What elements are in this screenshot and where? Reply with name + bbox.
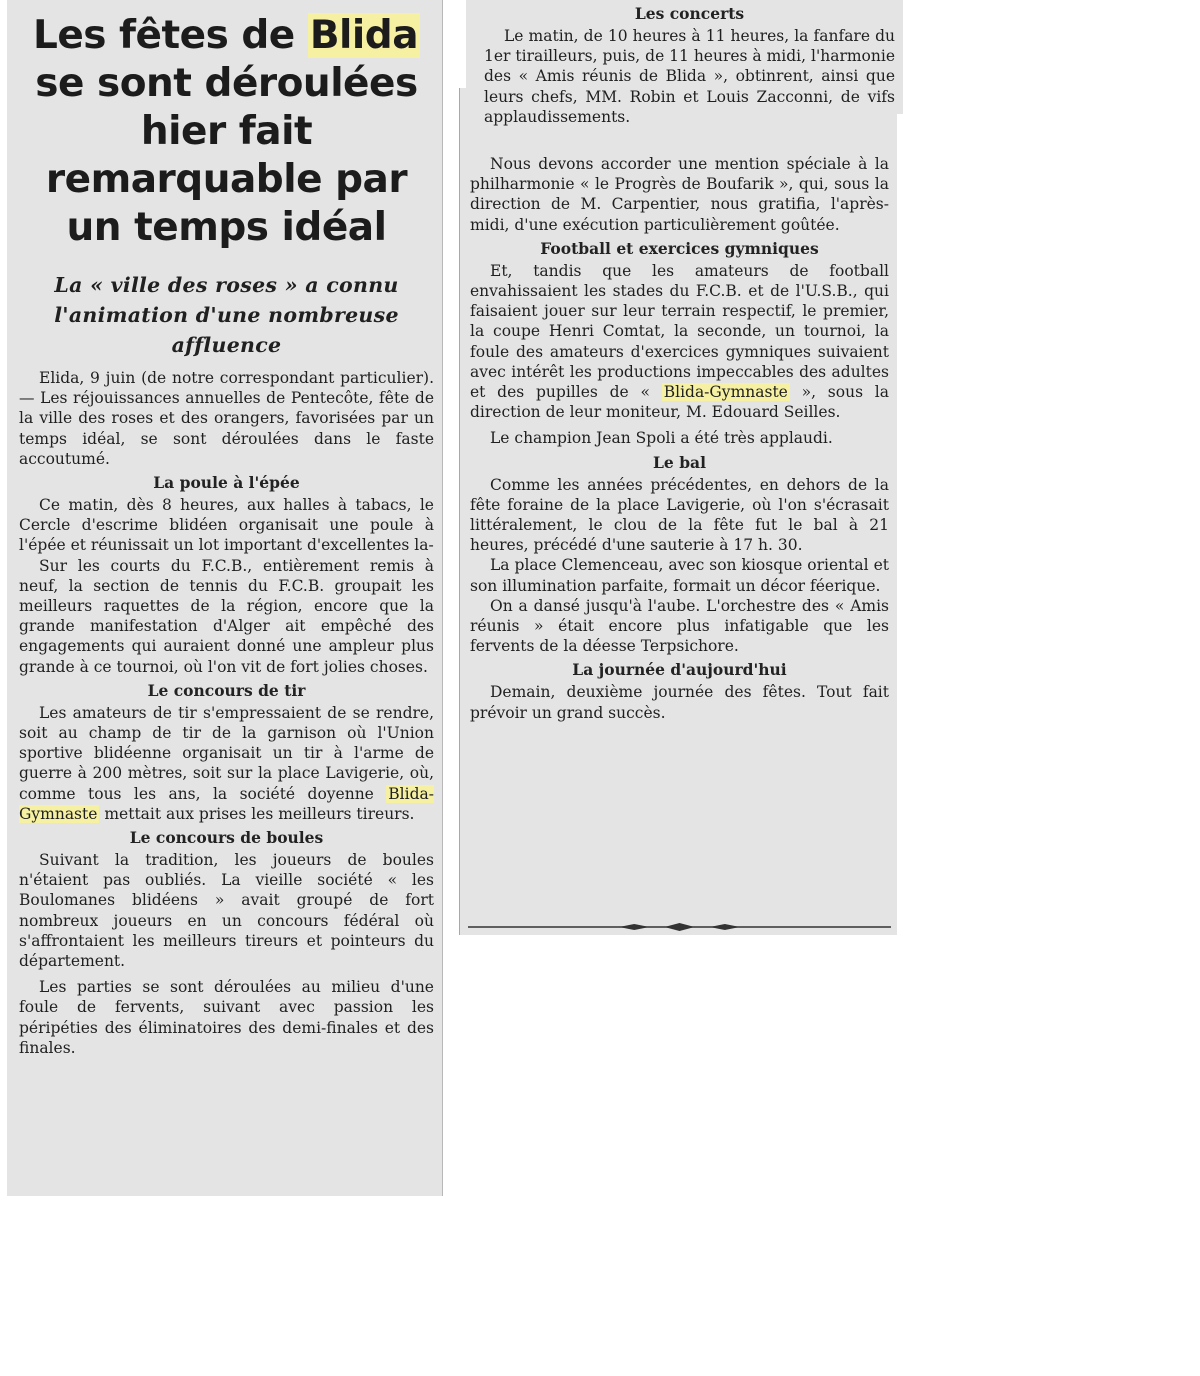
concerts-paragraph-1: Le matin, de 10 heures à 11 heures, la fanfare du 1er tirailleurs, puis, de 11 heures à midi, l'harmonie des « Amis réunis de Blida », obtinrent, ainsi que leurs chefs, MM. Robin et Louis Zacconni, de vifs applaudissements. xyxy=(484,27,895,126)
end-ornament-rule xyxy=(468,923,891,931)
boules-paragraph-1: Suivant la tradition, les joueurs de boules n'étaient pas oubliés. La vieille société « les Boulomanes blidéens » avait groupé de fort nombreux joueurs en un concours fédéral où s'affrontaient les meilleurs tireurs et pointeurs du département. xyxy=(19,851,434,971)
football-text-before: Et, tandis que les amateurs de football envahissaient les stades du F.C.B. et de l'U.S.B., qui faisaient jouer sur leur terrain respectif, le premier, la coupe Henri Comtat, la seconde, un tournoi, la foule des amateurs d'exercices gymniques suivaient avec intérêt les productions impeccables des adultes et des pupilles de « xyxy=(470,261,889,402)
section-title-concerts: Les concerts xyxy=(634,4,745,23)
headline-highlight: Blida xyxy=(309,13,419,58)
headline xyxy=(19,12,434,252)
right-article-column xyxy=(459,88,897,935)
football-paragraph-2: Le champion Jean Spoli a été très applaudi. xyxy=(490,429,833,448)
section-title-tir: Le concours de tir xyxy=(147,680,306,700)
football-text-after: », sous la direction de leur moniteur, M. Edouard Seilles. xyxy=(470,383,889,422)
tir-text-before: Les amateurs de tir s'empressaient de se rendre, soit au champ de tir de la garnison où l'Union sportive blidéenne organisait un tir à l'arme de guerre à 200 mètres, soit sur la place Lavigerie, où, comme tous les ans, la société doyenne xyxy=(19,703,434,803)
concerts-paragraph-2: Nous devons accorder une mention spéciale à la philharmonie « le Progrès de Boufarik », qui, sous la direction de M. Carpentier, nous gratifia, l'après-midi, d'une exécution particulièrement goûtée. xyxy=(470,155,889,234)
bal-paragraph-2: La place Clemenceau, avec son kiosque oriental et son illumination parfaite, formait un décor féerique. xyxy=(470,556,889,595)
section-title-poule: La poule à l'épée xyxy=(153,473,300,493)
tir-highlight: Blida-Gymnaste xyxy=(19,784,434,823)
right-top-strip xyxy=(466,0,903,126)
section-title-football: Football et exercices gymniques xyxy=(540,238,819,258)
football-paragraph-1 xyxy=(470,261,889,423)
boules-paragraph-2: Les parties se sont déroulées au milieu d'une foule de fervents, suivant avec passion les péripéties des éliminatoires des demi-finales et des finales. xyxy=(19,978,434,1057)
intro-paragraph: Elida, 9 juin (de notre correspondant particulier). — Les réjouissances annuelles de Pentecôte, fête de la ville des roses et des orangers, favorisées par un temps idéal, se sont déroulées dans le faste accoutumé. xyxy=(19,369,434,468)
poule-paragraph-2: Sur les courts du F.C.B., entièrement remis à neuf, la section de tennis du F.C.B. groupait les meilleurs raquettes de la région, encore que la grande manifestation d'Alger ait empêché des engagements qui auraient donné une ampleur plus grande à ce tournoi, où l'on vit de fort jolies choses. xyxy=(19,556,434,676)
bal-paragraph-3: On a dansé jusqu'à l'aube. L'orchestre des « Amis réunis » était encore plus infatigable que les fervents de la déesse Terpsichore. xyxy=(470,596,889,656)
subheadline-deck: La « ville des roses » a connu l'animation d'une nombreuse affluence xyxy=(54,273,399,357)
section-title-boules: Le concours de boules xyxy=(129,828,324,848)
tir-paragraph xyxy=(19,703,434,824)
headline-part1: Les fêtes de xyxy=(32,13,308,58)
section-title-aujourdhui: La journée d'aujourd'hui xyxy=(572,660,787,680)
section-title-bal: Le bal xyxy=(653,452,706,472)
poule-paragraph-1: Ce matin, dès 8 heures, aux halles à tabacs, le Cercle d'escrime blidéen organisait une poule à l'épée et réunissait un lot important d'excellentes la- xyxy=(19,496,434,555)
left-article-column xyxy=(7,0,443,1196)
bal-paragraph-1: Comme les années précédentes, en dehors de la fête foraine de la place Lavigerie, où l'on s'écrasait littéralement, le clou de la fête fut le bal à 21 heures, précédé d'une sauterie à 17 h. 30. xyxy=(470,475,889,555)
aujourdhui-paragraph: Demain, deuxième journée des fêtes. Tout fait prévoir un grand succès. xyxy=(470,683,889,722)
headline-part2: se sont déroulées hier fait remarquable par un temps idéal xyxy=(35,61,418,250)
football-highlight: Blida-Gymnaste xyxy=(663,383,788,402)
tir-text-after: mettait aux prises les meilleurs tireurs. xyxy=(99,804,415,823)
